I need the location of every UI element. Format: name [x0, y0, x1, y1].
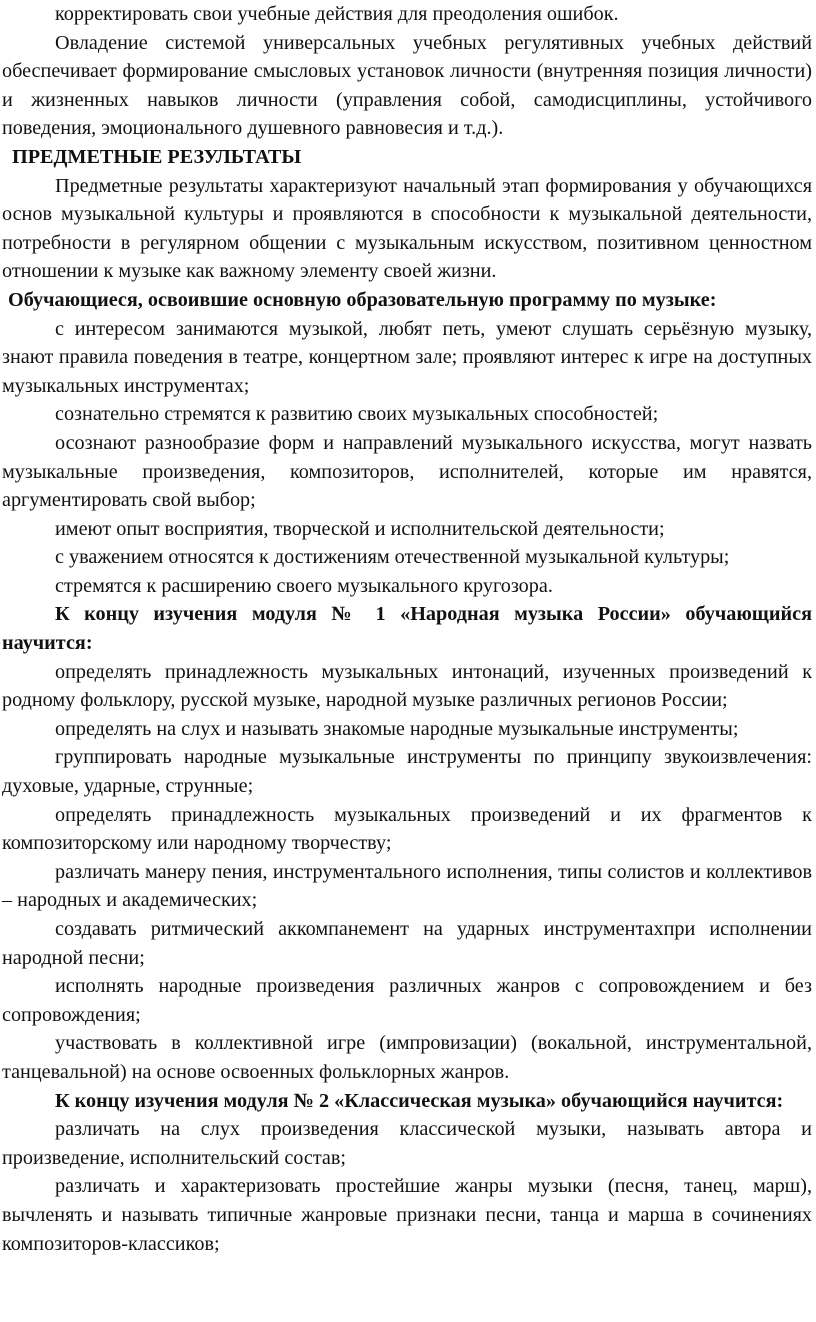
list-paragraph: сознательно стремятся к развитию своих музыкальных способностей;	[55, 403, 659, 426]
list-paragraph: определять принадлежность музыкальных интонаций, изученных произведений к родному фольклору, русской музыке, народной музыке различных регионов России;	[2, 660, 812, 712]
list-paragraph: осознают разнообразие форм и направлений музыкального искусства, могут назвать музыкальные произведения, композиторов, исполнителей, которые им нравятся, аргументировать свой выбор;	[2, 431, 812, 512]
paragraph: Овладение системой универсальных учебных регулятивных учебных действий обеспечивает формирование смысловых установок личности (внутренняя позиция личности) и жизненных навыков личности (управления собой, самодисциплины, устойчивого поведения, эмоционального душевного равновесия и т.д.).	[2, 31, 812, 140]
module-heading: К концу изучения модуля № 2 «Классическая музыка» обучающийся научится:	[55, 1089, 784, 1112]
list-paragraph: стремятся к расширению своего музыкального кругозора.	[55, 574, 553, 597]
section-heading: ПРЕДМЕТНЫЕ РЕЗУЛЬТАТЫ	[12, 145, 302, 168]
list-paragraph: исполнять народные произведения различных жанров с сопровождением и без сопровождения;	[2, 975, 812, 1026]
list-paragraph: определять принадлежность музыкальных произведений и их фрагментов к композиторскому или народному творчеству;	[2, 803, 812, 855]
paragraph: корректировать свои учебные действия для преодоления ошибок.	[55, 3, 619, 25]
module-heading: К концу изучения модуля № 1 «Народная музыка России» обучающийся научится:	[2, 603, 812, 655]
list-paragraph: группировать народные музыкальные инструменты по принципу звукоизвлечения: духовые, ударные, струнные;	[2, 746, 812, 798]
list-paragraph: определять на слух и называть знакомые народные музыкальные инструменты;	[55, 717, 739, 740]
bold-lead-paragraph: Обучающиеся, освоившие основную образовательную программу по музыке:	[8, 288, 717, 311]
list-paragraph: различать на слух произведения классической музыки, называть автора и произведение, исполнительский состав;	[2, 1118, 812, 1169]
list-paragraph: участвовать в коллективной игре (импровизации) (вокальной, инструментальной, танцевальной) на основе освоенных фольклорных жанров.	[2, 1032, 812, 1083]
list-paragraph: имеют опыт восприятия, творческой и исполнительской деятельности;	[55, 517, 665, 540]
list-paragraph: с уважением относятся к достижениям отечественной музыкальной культуры;	[55, 546, 730, 569]
list-paragraph: создавать ритмический аккомпанемент на ударных инструментахпри исполнении народной песни;	[2, 918, 812, 969]
list-paragraph: различать и характеризовать простейшие жанры музыки (песня, танец, марш), вычленять и называть типичные жанровые признаки песни, танца и марша в сочинениях композиторов-классиков;	[2, 1175, 812, 1255]
paragraph: Предметные результаты характеризуют начальный этап формирования у обучающихся основ музыкальной культуры и проявляются в способности к музыкальной деятельности, потребности в регулярном общении с музыкальным искусством, позитивном ценностном отношении к музыке как важному элементу своей жизни.	[2, 174, 812, 283]
list-paragraph: различать манеру пения, инструментального исполнения, типы солистов и коллективов – народных и академических;	[2, 860, 812, 912]
list-paragraph: с интересом занимаются музыкой, любят петь, умеют слушать серьёзную музыку, знают правила поведения в театре, концертном зале; проявляют интерес к игре на доступных музыкальных инструментах;	[2, 317, 812, 397]
